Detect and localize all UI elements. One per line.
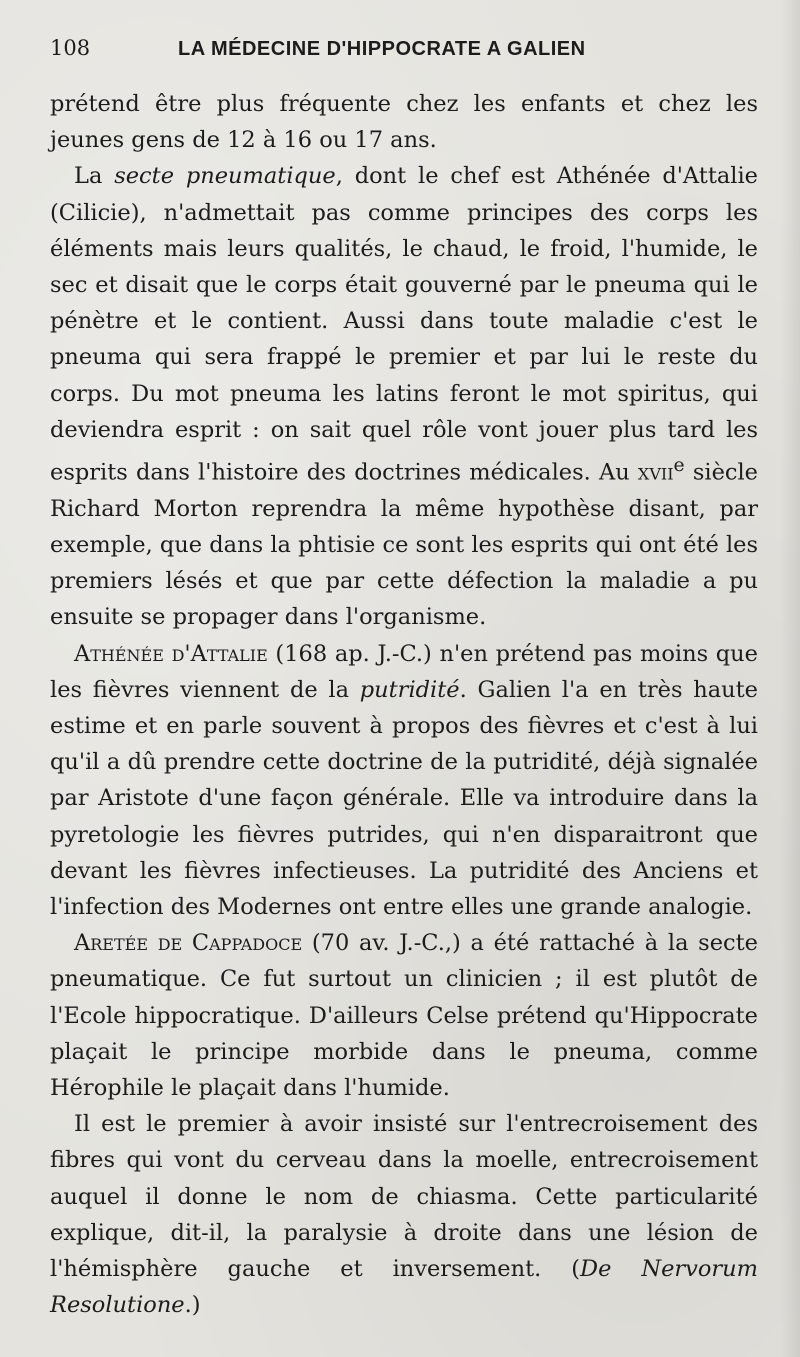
person-name: Athénée d'Attalie (74, 640, 268, 667)
paragraph-text: . Galien l'a en très haute estime et en parle souvent à propos des fièvres et c'est à lui qu'il a dû prendre cette doctrine de la putridité, déjà signalée par Aristote d'une façon générale. Elle va introduire dans la pyretologie les fièvres putrides, qui n'en disparaitront que devant les fièvres infectieuses. La putridité des Anciens et l'infection des Modernes ont entre elles une grande analogie. (50, 676, 758, 920)
paragraph-text: La (74, 163, 115, 190)
page-edge-shadow (780, 0, 800, 1357)
body-text (50, 86, 758, 1323)
paragraph-athenee (50, 636, 758, 926)
paragraph-chiasma (50, 1106, 758, 1323)
paragraph-text: Il est le premier à avoir insisté sur l'entrecroisement des fibres qui vont du cerveau dans la moelle, entrecroisement auquel il donne le nom de chiasma. Cette particularité explique, dit-il, la paralysie à droite dans une lésion de l'hémisphère gauche et inversement. ( (50, 1111, 758, 1282)
page-header (50, 36, 758, 86)
page-number: 108 (50, 36, 91, 60)
paragraph-aretee (50, 925, 758, 1106)
paragraph-continuation (50, 86, 758, 158)
italic-title: De Nervorum Resolutione (50, 1256, 758, 1319)
person-name: Aretée de Cappadoce (74, 930, 303, 957)
paragraph-pneumatic-sect (50, 158, 758, 635)
paragraph-text: , dont le chef est Athénée d'Attalie (Cilicie), n'admettait pas comme principes des corps les éléments mais leurs qualités, le chaud, le froid, l'humide, le sec et disait que le corps était gouverné par le pneuma qui le pénètre et le contient. Aussi dans toute maladie c'est le pneuma qui sera frappé le premier et par lui le reste du corps. Du mot pneuma les latins feront le mot spiritus, qui deviendra esprit : on sait quel rôle vont jouer plus tard les esprits dans l'histoire des doctrines médicales. Au (50, 163, 758, 486)
paragraph-text: (168 ap. J.-C.) n'en prétend pas moins que les fièvres viennent de la (50, 640, 758, 703)
running-title: LA MÉDECINE D'HIPPOCRATE A GALIEN (178, 38, 586, 60)
italic-term: secte pneumatique (114, 163, 336, 190)
paragraph-text: .) (184, 1292, 201, 1319)
paragraph-text: (70 av. J.-C.,) a été rattaché à la secte pneumatique. Ce fut surtout un clinicien ; il est plutôt de l'Ecole hippocratique. D'ailleurs Celse prétend qu'Hippocrate plaçait le principe morbide dans le pneuma, comme Hérophile le plaçait dans l'humide. (50, 930, 758, 1101)
ordinal-superscript: e (673, 455, 685, 477)
paragraph-text: siècle Richard Morton reprendra la même hypothèse disant, par exemple, que dans la phtisie ce sont les esprits qui ont été les premiers lésés et que par cette défection la maladie a pu ensuite se propager dans l'organisme. (50, 459, 758, 631)
century-numeral: xvii (637, 459, 674, 486)
paragraph-text: prétend être plus fréquente chez les enfants et chez les jeunes gens de 12 à 16 ou 17 ans. (50, 91, 758, 154)
italic-term: putridité (359, 676, 460, 703)
